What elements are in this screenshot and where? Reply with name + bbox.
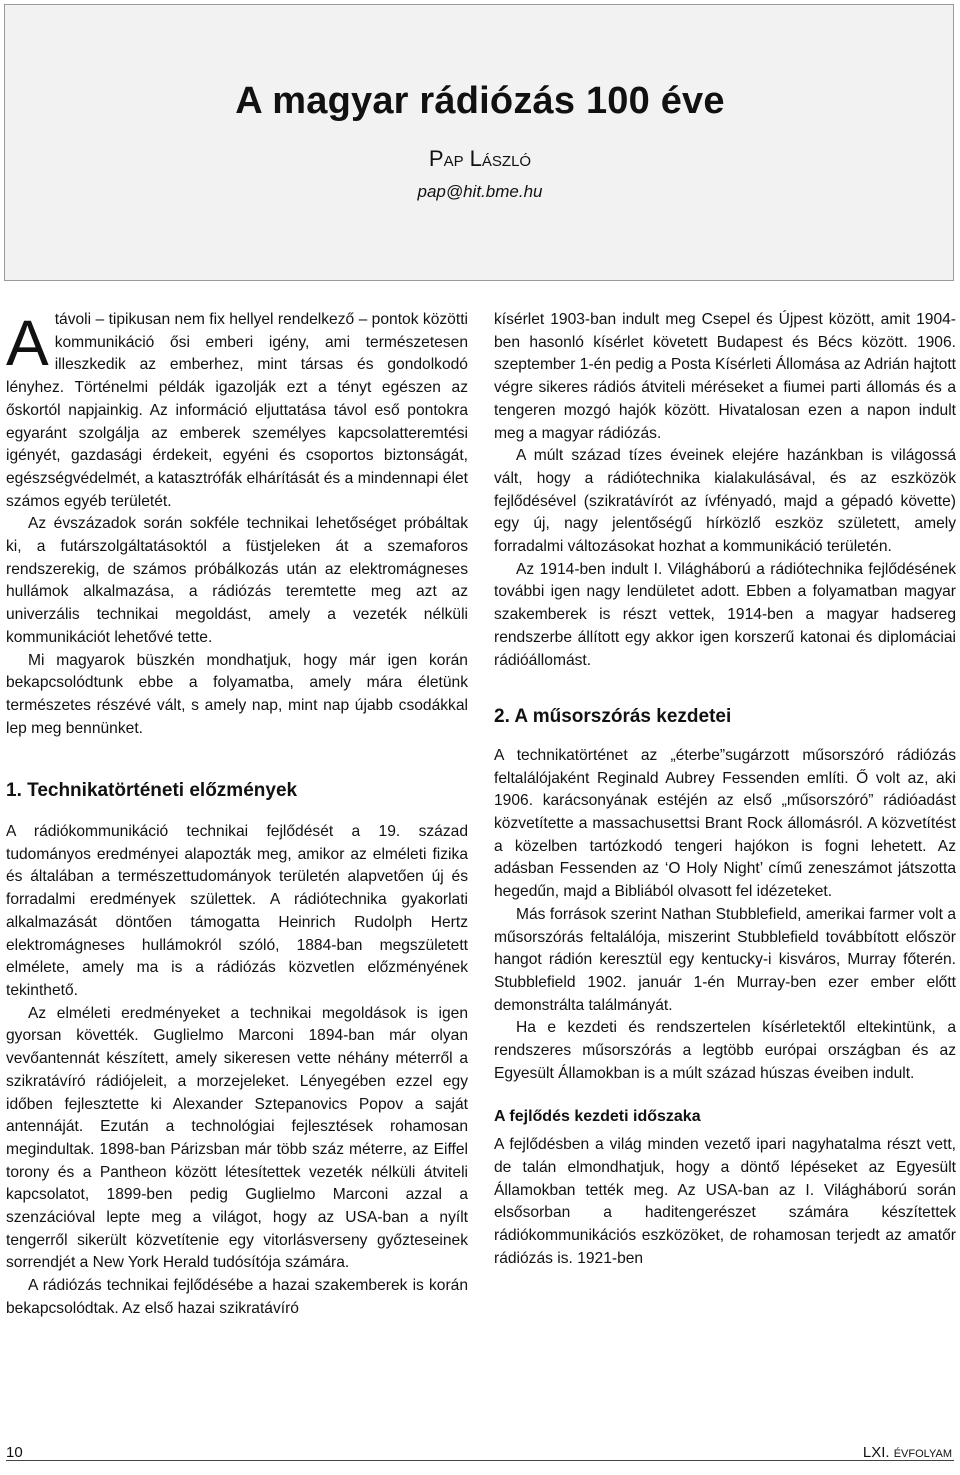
intro-text: távoli – tipikusan nem fix hellyel rendelkező – pontok közötti kommunikáció ősi emberi igény, ami természetesen illeszkedik az emberhez, mint társas és gondolkodó lényhez. Történelmi példák igazolják ezt a tényt egészen az őskortól napjainkig. Az információ eljuttatása távol eső pontokra egyaránt szolgálja az emberek személyes kapcsolatteremtési igényét, gazdasági érdekeit, egyéni és csoportos biztonságát, egészségvédelmét, a katasztrófák elhárítását és a mindennapi élet számos egyéb területét. <box>6 311 468 510</box>
section-heading-1: 1. Technikatörténeti előzmények <box>6 780 298 802</box>
section-heading-2: 2. A műsorszórás kezdetei <box>494 706 732 728</box>
paragraph: Az elméleti eredményeket a technikai megoldások is igen gyorsan követték. Guglielmo Marconi 1894-ban már olyan vevőantennát készített, amely sikeresen vette néhány méterről a szikratávíró rádiójeleit, a morzejeleket. Lényegében ezzel egy időben fejlesztette ki Alexander Sztepanovics Popov a saját antennáját. Ezután a technológiai fejlesztések rohamosan megindultak. 1898-ban Párizsban már több száz méterre, az Eiffel torony és a Pantheon között létesítettek vezeték nélküli átviteli kapcsolatot, 1899-ben pedig Guglielmo Marconi azzal a szenzációval lepte meg a világot, hogy az USA-ban a nyílt tengerről sikerült közvetítenie egy vitorlásverseny győzteseinek sorrendjét a New York Herald tudósítója számára. <box>6 1004 468 1272</box>
author-email: pap@hit.bme.hu <box>417 182 543 201</box>
paragraph: Az évszázadok során sokféle technikai lehetőséget próbáltak ki, a futárszolgáltatásoktól a füstjeleken át a szemaforos rendszerekig, de számos próbálkozás után az elektromágneses hullámok alkalmazása, a rádiózás teremtette meg azt az univerzális technikai megoldást, amely a vezeték nélküli kommunikációt lehetővé tette. <box>6 515 468 646</box>
paragraph: A rádiózás technikai fejlődésébe a hazai szakemberek is korán bekapcsolódtak. Az első hazai szikratávíró <box>6 1277 468 1317</box>
author-name: Pap László <box>428 146 532 171</box>
right-column <box>494 309 956 1270</box>
paragraph: Az 1914-ben indult I. Világháború a rádiótechnika fejlődésének további igen nagy lendületet adott. Ebben a folyamatban magyar szakemberek is részt vettek, 1914-ben a magyar hadsereg rendszerbe állított egy akkor igen korszerű katonai és diplomáciai rádióállomást. <box>494 560 956 669</box>
footer-rule <box>6 1460 954 1461</box>
paragraph: Mi magyarok büszkén mondhatjuk, hogy már igen korán bekapcsolódtunk ebbe a folyamatba, amely mára életünk természetes részévé vált, s amely nap, mint nap újabb csodákkal lep meg bennünket. <box>6 651 468 737</box>
subsection-heading: A fejlődés kezdeti időszaka <box>494 1107 701 1125</box>
paragraph: kísérlet 1903-ban indult meg Csepel és Újpest között, amit 1904-ben hasonló kísérlet követett Budapest és Bécs között. 1906. szeptember 1-én pedig a Posta Kísérleti Állomása az Adrián hajtott végre sikeres rádiós átviteli méréseket a fiumei parti állomás és a tengeren mozgó hajók között. Hivatalosan ezen a napon indult meg a magyar rádiózás. <box>494 311 957 442</box>
header-box <box>4 4 954 281</box>
left-column <box>6 309 468 1321</box>
article-title: A magyar rádiózás 100 éve <box>235 80 725 122</box>
drop-cap: A <box>6 307 49 379</box>
page-number: 10 <box>6 1444 23 1461</box>
paragraph: Ha e kezdeti és rendszertelen kísérletektől eltekintünk, a rendszeres műsorszórás a legtöbb európai országban és az Egyesült Államokban is a múlt század húszas éveiben indult. <box>494 1019 956 1082</box>
paragraph: Más források szerint Nathan Stubblefield, amerikai farmer volt a műsorszórás feltalálója, miszerint Stubblefield továbbított először hangot rádión keresztül egy kentucky-i kisváros, Murray főterén. Stubblefield 1902. január 1-én Murray-ben ezer ember előtt demonstrálta találmányát. <box>494 905 956 1014</box>
paragraph: A fejlődésben a világ minden vezető ipari nagyhatalma részt vett, de talán elmondhatjuk, hogy a döntő lépéseket az Egyesült Államokban tették meg. Az USA-ban az I. Világháború során elsősorban a haditengerészet számára készítettek rádiókommunikációs eszközöket, de rohamosan terjedt az amatőr rádiózás is. 1921-ben <box>494 1136 956 1267</box>
volume-label: LXI. évfolyam <box>862 1444 952 1461</box>
paragraph: A rádiókommunikáció technikai fejlődését a 19. század tudományos eredményei alapozták meg, amikor az elméleti fizika és általában a természettudományok területén alapvetően új és forradalmi eredmények születtek. A rádiótechnika gyakorlati alkalmazását döntően támogatta Heinrich Rudolph Hertz elektromágneses hullámokról szóló, 1884-ban megszületett elmélete, amely ma is a rádiózás közvetlen előzményének tekinthető. <box>6 823 468 999</box>
intro-paragraph <box>6 309 468 513</box>
paragraph: A technikatörténet az „éterbe”sugárzott műsorszóró rádiózás feltalálójaként Reginald Aubrey Fessenden említi. Ő volt az, aki 1906. karácsonyának estéjén az első „műsorszóró” rádióadást közvetítette a massachusettsi Brant Rock állomásról. A közvetítést a közelben tartózkodó tengeri hajókon is fogni lehetett. Az adásban Fessenden az ‘O Holy Night’ című zeneszámot játszotta hegedűn, majd a Bibliából olvasott fel idézeteket. <box>494 746 956 901</box>
paragraph: A múlt század tízes éveinek elejére hazánkban is világossá vált, hogy a rádiótechnika kialakulásával, és az eszközök fejlődésével (szikratávírót az ívfényadó, majd a gépadó követte) egy új, nagy jelentőségű hírközlő eszköz született, amely forradalmi változásokat hozhat a kommunikáció területén. <box>494 447 956 556</box>
